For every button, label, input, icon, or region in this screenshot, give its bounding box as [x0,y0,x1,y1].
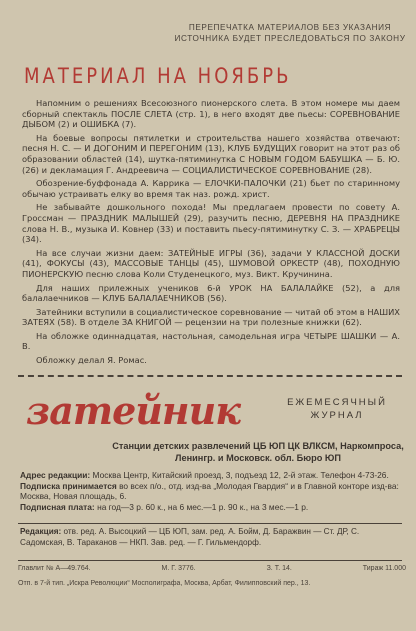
contents-text [22,98,400,369]
zt-number: З. Т. 14. [266,565,292,572]
mg-number: М. Г. 3776. [161,565,196,572]
paragraph: На все случаи жизни даем: ЗАТЕЙНЫЕ ИГРЫ (36), задачи У КЛАССНОЙ ДОСКИ (41), ФОКУСЫ (43), МАССОВЫЕ ТАНЦЫ (45), ШУМОВОЙ ОРКЕСТР (48), ПОХОДНУЮ ПИОНЕРСКУЮ песню слова Коли Студенецкого, муз. Викт. Кручинина. [22,247,400,279]
print-run: Тираж 11.000 [362,565,406,572]
paragraph: Затейники вступили в социалистическое соревнование — читай об этом в НАШИХ ЗАТЕЯХ (58). В отделе ЗА КНИГОЙ — рецензии на три полезные книжки (62). [22,306,400,328]
imprint [18,565,406,587]
price-text: на год—3 р. 60 к., на 6 мес.—1 р. 90 к., на 3 мес.—1 р. [97,501,309,512]
divider [18,375,402,377]
editors-text: отв. ред. А. Высоцкий — ЦБ ЮП, зам. ред. А. Бойм, Д. Баражвин — Ст. ДР, С. Садомская, В. Тараканов — НКП. Зав. ред. — Г. Гильмендорф. [20,527,360,547]
paragraph: Напомним о решениях Всесоюзного пионерского слета. В этом номере мы даем сборный спектакль ПОСЛЕ СЛЕТА (стр. 1), в него входят две пьесы: СОРЕВНОВАНИЕ ДЫБОМ (2) и ОШИБКА (7). [22,98,400,130]
journal-type: ЕЖЕМЕСЯЧНЫЙ ЖУРНАЛ [287,397,387,421]
price-label: Подписная плата: [20,501,95,512]
page-title: МАТЕРИАЛ НА НОЯБРЬ [24,64,292,90]
subscription-text: во всех п/о., отд. изд-ва „Молодая Гвардия“ и в Главной конторе изд-ва: Москва, Новая площадь, 6. [20,480,399,502]
reprint-notice: ПЕРЕПЕЧАТКА МАТЕРИАЛОВ БЕЗ УКАЗАНИЯ ИСТОЧНИКА БУДЕТ ПРЕСЛЕДОВАТЬСЯ ПО ЗАКОНУ [174,23,406,43]
imprint-row [18,565,406,572]
paragraph: Обозрение-буффонада А. Каррика — ЕЛОЧКИ-ПАЛОЧКИ (21) бьет по старинному обычаю устраивать елку во время так наз. рожд. христ. [22,178,400,199]
subscription-label: Подписка принимается [20,480,117,491]
paragraph: Обложку делал Я. Ромас. [36,355,147,366]
editorial-board [20,527,404,548]
divider [18,560,402,561]
address-label: Адрес редакции: [20,470,91,480]
paragraph: На обложке одиннадцатая, настольная, самодельная игра ЧЕТЫРЕ ШАШКИ — А. В. [22,330,400,352]
glavlit-number: Главлит № А—49.764. [18,565,91,572]
address-text: Москва Центр, Китайский проезд, 3, подъезд 12, 2-й этаж. Телефон 4-73-26. [92,470,389,480]
editors-label: Редакция: [20,527,62,536]
divider [18,523,402,524]
publisher-info: Станции детских развлечений ЦБ ЮП ЦК ВЛКСМ, Наркомпроса, Ленингр. и Московск. обл. Бюро ЮП [112,441,404,463]
editorial-address [20,470,404,512]
paragraph: Для наших прилежных учеников 6-й УРОК НА БАЛАЛАЙКЕ (52), а для балалаечников — КЛУБ БАЛАЛАЕЧНИКОВ (56). [22,282,400,304]
journal-logo: затейник [26,388,240,433]
printer-info: Отп. в 7-й тип. „Искра Революции“ Мосполиграфа, Москва, Арбат, Филипповский пер., 13. [18,580,311,587]
paragraph: На боевые вопросы пятилетки и строительства нашего хозяйства отвечают: песня Н. С. — И ДОГОНИМ И ПЕРЕГОНИМ (13), КЛУБ БУДУЩИХ говорит на этот раз об образовании областей (14), шутка-пятиминутка С НОВЫМ ГОДОМ БАБУШКА — Б. Ю. (26) и декламация Г. Андреевича — СОЦИАЛИСТИЧЕСКОЕ СОРЕВНОВАНИЕ (28). [22,132,400,175]
paragraph: Не забывайте дошкольного похода! Мы предлагаем провести по совету А. Гроссман — ПРАЗДНИК МАЛЫШЕЙ (29), разучить песню, ДЕРЕВНЯ НА ПРАЗДНИКЕ слова Н. В., музыка И. Ковнер (33) и поставить пьесу-пятиминутку С. З. — ХРАБРЕЦЫ (34). [22,202,400,245]
